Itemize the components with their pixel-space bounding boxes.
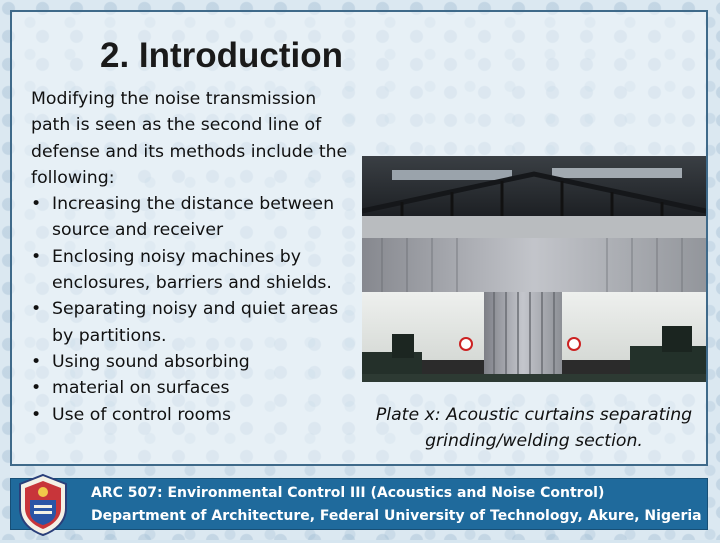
workshop-photo [362, 156, 706, 382]
department-name: Department of Architecture, Federal University of Technology, Akure, Nigeria [91, 508, 702, 524]
course-title: ARC 507: Environmental Control III (Acoustics and Noise Control) [91, 485, 605, 501]
footer-bar [10, 478, 708, 530]
university-crest-icon [10, 472, 76, 538]
list-item: • material on surfaces [31, 375, 353, 401]
list-item: • Enclosing noisy machines by enclosures, barriers and shields. [31, 244, 353, 297]
list-item: • Using sound absorbing [31, 349, 353, 375]
photo-caption: Plate x: Acoustic curtains separating grinding/welding section. [375, 405, 693, 451]
list-item: • Separating noisy and quiet areas by partitions. [31, 296, 353, 349]
slide-title: 2. Introduction [100, 36, 344, 75]
slide-body [31, 86, 353, 428]
methods-list [31, 191, 353, 428]
list-item: • Increasing the distance between source and receiver [31, 191, 353, 244]
list-item: • Use of control rooms [31, 402, 353, 428]
intro-paragraph: Modifying the noise transmission path is seen as the second line of defense and its methods include the following: [31, 89, 348, 188]
